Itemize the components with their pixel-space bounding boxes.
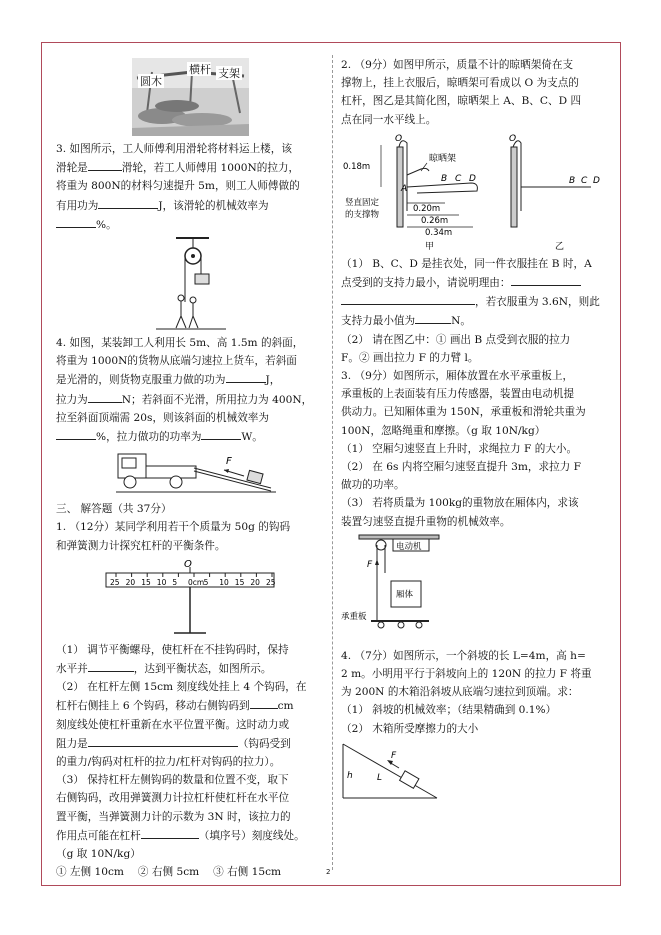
- caption-yi: 乙: [555, 241, 565, 252]
- q4r-s1: （1） 斜坡的机械效率；（结果精确到 0.1%）: [341, 704, 557, 717]
- ruler-tick-label: 20: [125, 577, 136, 587]
- q1-line2: 和弹簧测力计探究杠杆的平衡条件。: [56, 539, 226, 552]
- ruler-tick-label: 25: [110, 577, 120, 587]
- q3r-line2: 承重板的上表面装有压力传感器，装置由电动机提: [341, 388, 575, 401]
- photo-label-a: 横杆: [189, 63, 211, 76]
- caption-jia: 甲: [425, 241, 435, 252]
- dim-026: 0.26m: [421, 215, 449, 226]
- q3r-line3: 供动力。已知厢体重为 150N，承重板和滑轮共重为: [341, 406, 586, 419]
- elevator-F-label: F: [367, 559, 373, 570]
- left-column: [56, 56, 326, 881]
- q2-line1: 2. （9分）如图甲所示，质量不计的晾晒架倚在支: [341, 59, 574, 71]
- dim-018: 0.18m: [343, 161, 371, 172]
- column-divider: [332, 55, 333, 870]
- q3r-s2-line2: 做功的功率。: [341, 479, 405, 492]
- rack-label: 晾晒架: [429, 153, 457, 164]
- rack-D-label: D: [469, 173, 476, 184]
- dim-020: 0.20m: [413, 203, 441, 214]
- q2-line2: 撑物上，挂上衣服后，晾晒架可看成以 O 为支点的: [341, 77, 579, 90]
- ruler-tick-label: 10: [219, 577, 229, 587]
- q2-s2-line2: F。② 画出拉力 F 的力臂 l。: [341, 351, 479, 364]
- slope-diagram: [341, 740, 441, 802]
- rack-figure: [341, 131, 611, 253]
- elevator-diagram: [341, 533, 451, 645]
- ruler-tick-label: 25: [266, 577, 276, 587]
- support-label-2: 的支撑物: [345, 209, 380, 220]
- ruler-tick-label: 5: [203, 577, 209, 587]
- lever-diagram: [104, 557, 276, 639]
- slope-L-label: L: [377, 772, 383, 783]
- q3r-s1: （1） 空厢匀速竖直上升时，求绳拉力 F 的大小。: [341, 442, 578, 455]
- q3-line2: 滑轮是 滑轮，若工人师傅用 1000N的拉力，: [56, 158, 326, 177]
- slope-figure: [341, 740, 441, 802]
- q1-s2-line5: 的重力/钩码对杠杆的拉力/杠杆对钩码的拉力）。: [56, 756, 281, 769]
- simple-B-label: B: [569, 175, 576, 186]
- rack-C-label: C: [455, 173, 462, 184]
- q1-s2-line2: 杠杆右侧挂上 6 个钩码，移动右侧钩码到 cm: [56, 696, 326, 715]
- q4-line3: 是光滑的，则货物克服重力做的功为 J，: [56, 370, 326, 389]
- lever-figure: [104, 557, 276, 639]
- q2-line4: 点在同一水平线上。: [341, 113, 437, 126]
- q1-s1-line2: 水平并 ，达到平衡状态，如图所示。: [56, 659, 326, 678]
- q3-line4: 有用功为 J，该滑轮的机械效率为: [56, 196, 326, 215]
- q2-s1-line2: 点受到的支持力最小，请说明理由：: [341, 273, 611, 292]
- simple-C-label: C: [581, 175, 588, 186]
- simple-D-label: D: [593, 175, 600, 186]
- q3r-s3-line2: 装置匀速竖直提升重物的机械效率。: [341, 515, 511, 528]
- q1-s2-line1: （2） 在杠杆左侧 15cm 刻度线处挂上 4 个钩码，在: [56, 681, 307, 694]
- q2-s1-line1: （1） B、C、D 是挂衣处，同一件衣服挂在 B 时，A: [341, 257, 592, 270]
- motor-label: 电动机: [396, 541, 422, 552]
- ruler-tick-label: 5: [172, 577, 178, 587]
- q1-s3-line2: 右侧钩码，改用弹簧测力计拉杠杆使杠杆在水平位: [56, 792, 290, 805]
- q1-s3-line4: 作用点可能在杠杆 （填序号）刻度线处。: [56, 826, 326, 845]
- q1-line1: 1. （12分）某同学利用若干个质量为 50g 的钩码: [56, 521, 291, 534]
- pulley-figure: [151, 236, 231, 332]
- dim-034: 0.34m: [425, 227, 453, 238]
- wood-photo-image: [132, 58, 249, 136]
- q4r-line3: 为 200N 的木箱沿斜坡从底端匀速拉到顶端。求：: [341, 686, 579, 699]
- ruler-tick-label: 15: [141, 577, 151, 587]
- truck-diagram: [116, 448, 276, 498]
- q1-s1-line1: （1） 调节平衡螺母，使杠杆在不挂钩码时，保持: [56, 643, 289, 656]
- rack-O-label: O: [395, 133, 403, 144]
- q3r-line1: 3. （9分）如图所示，厢体放置在水平承重板上，: [341, 370, 574, 383]
- q4r-s2: （2） 木箱所受摩擦力的大小: [341, 722, 479, 735]
- pulley-diagram: [151, 236, 231, 332]
- slope-h-label: h: [347, 770, 353, 781]
- q2-s1-line3: ，若衣服重为 3.6N，则此: [341, 292, 611, 311]
- truck-force-label: F: [226, 456, 232, 468]
- q2-s2-line1: （2） 请在图乙中：① 画出 B 点受到衣服的拉力: [341, 333, 571, 346]
- q1-s3-line1: （3） 保持杠杆左侧钩码的数量和位置不变，取下: [56, 774, 289, 787]
- q4-line1: 4. 如图，某装卸工人利用长 5m、高 1.5m 的斜面，: [56, 337, 304, 350]
- slope-F-label: F: [391, 750, 397, 761]
- q3r-s3-line1: （3） 若将质量为 100kg的重物放在厢体内，求该: [341, 497, 579, 510]
- q3r-s2-line1: （2） 在 6s 内将空厢匀速竖直提升 3m，求拉力 F: [341, 461, 581, 474]
- ruler-tick-label: 10: [156, 577, 167, 587]
- ruler-tick-label: 15: [234, 577, 245, 587]
- q4-line6: %，拉力做功的功率为 W。: [56, 427, 326, 446]
- ruler-tick-label: 20: [250, 577, 260, 587]
- q3r-line4: 100N，忽略绳重和摩擦。（g 取 10N/kg）: [341, 424, 546, 437]
- elevator-figure: [341, 533, 451, 645]
- q2-s1-line4: 支持力最小值为 N。: [341, 311, 611, 330]
- page-number: 2: [326, 868, 331, 876]
- rack-B-label: B: [441, 173, 448, 184]
- truck-figure: [116, 448, 276, 498]
- right-column: [341, 56, 611, 804]
- rack-diagram: [341, 131, 611, 253]
- photo-label-b: 支架: [218, 67, 240, 80]
- q2-line3: 杠杆，图乙是其简化图，晾晒架上 A、B、C、D 四: [341, 95, 582, 108]
- lever-pivot-label: O: [184, 558, 192, 570]
- board-label: 承重板: [341, 611, 367, 622]
- section3-title: 三、 解答题（共 37分）: [56, 503, 172, 516]
- q1-s3-line3: 置平衡，当弹簧测力计的示数为 3N 时，该拉力的: [56, 810, 291, 823]
- q4-line5: 拉至斜面顶端需 20s，则该斜面的机械效率为: [56, 411, 269, 424]
- box-label: 厢体: [396, 589, 414, 600]
- simple-O-label: O: [509, 133, 517, 144]
- support-label-1: 竖直固定: [345, 197, 380, 208]
- q4r-line1: 4. （7分）如图所示，一个斜坡的长 L=4m，高 h=: [341, 649, 586, 662]
- q3-line3: 将重为 800N的材料匀速提升 5m，则工人师傅做的: [56, 180, 300, 193]
- q1-s3-line5: （g 取 10N/kg）: [56, 848, 141, 861]
- photo-label-c: 圆木: [140, 75, 162, 88]
- ruler-tick-label: 0cm: [188, 577, 205, 587]
- q1-s2-line4: 阻力是 （钩码受到: [56, 734, 326, 753]
- wood-photo: [132, 58, 249, 138]
- q1-options: ① 左侧 10cm ② 右侧 5cm ③ 右侧 15cm: [56, 866, 282, 879]
- rack-A-label: A: [401, 183, 408, 194]
- q3-line5: %。: [56, 215, 326, 234]
- q1-s2-line3: 刻度线处使杠杆重新在水平位置平衡。这时动力或: [56, 718, 290, 731]
- q4-line2: 将重为 1000N的货物从底端匀速拉上货车，若斜面: [56, 355, 297, 368]
- q4-line4: 拉力为 N；若斜面不光滑，所用拉力为 400N，: [56, 390, 326, 409]
- q4r-line2: 2 m。小明用平行于斜坡向上的 120N 的拉力 F 将重: [341, 668, 592, 681]
- q3-line1: 3. 如图所示，工人师傅利用滑轮将材料运上楼，该: [56, 143, 292, 155]
